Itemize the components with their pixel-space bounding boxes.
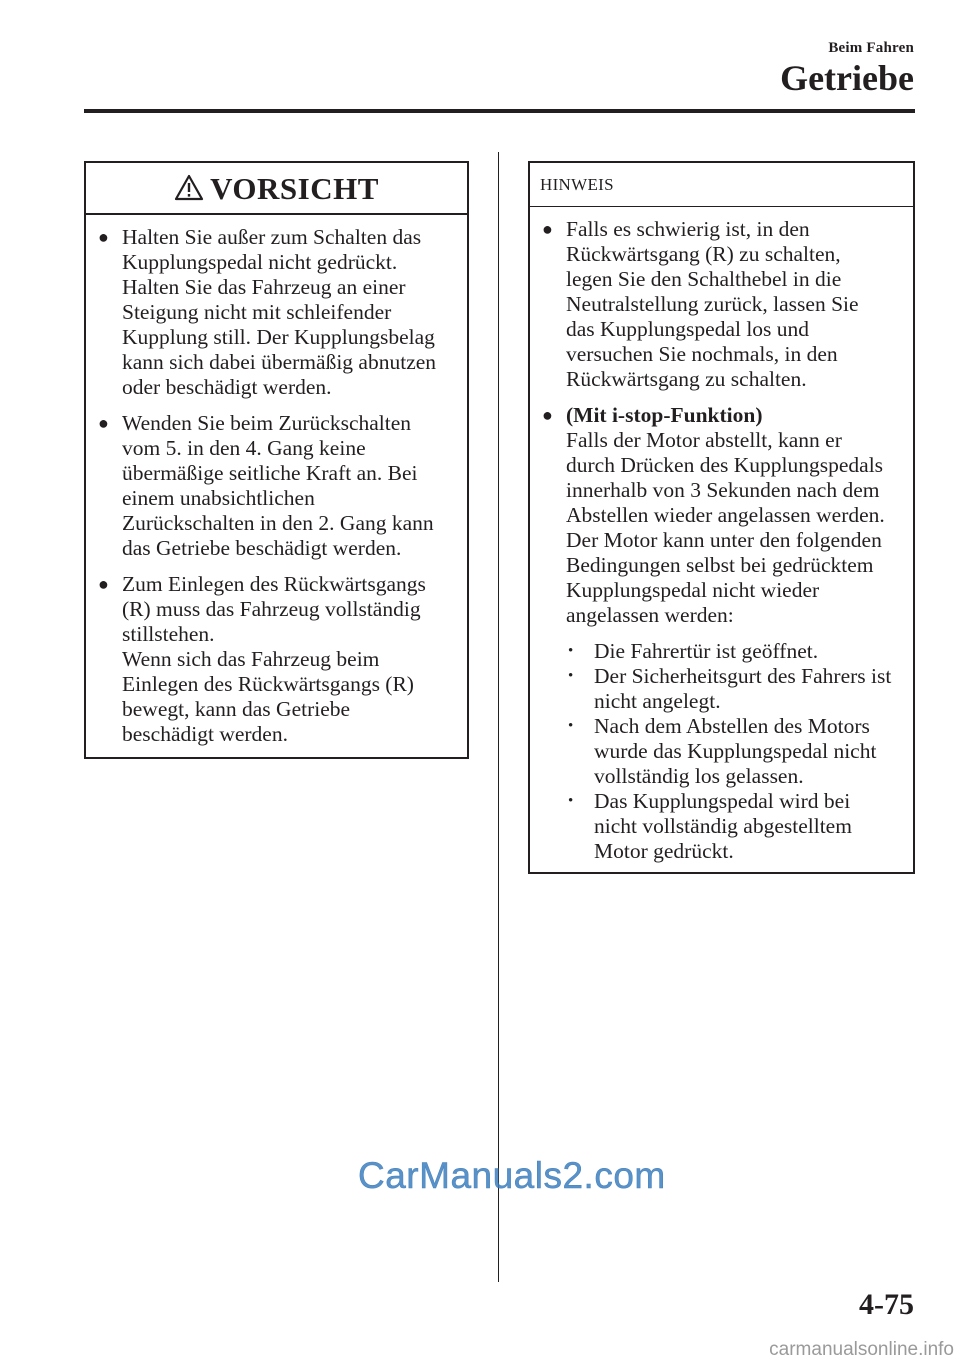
sub-bullet-icon: • xyxy=(568,643,574,659)
caution-list xyxy=(86,215,467,747)
header-divider xyxy=(84,109,915,113)
note-box xyxy=(528,161,915,874)
sub-list-item xyxy=(568,664,907,714)
list-item xyxy=(98,411,461,561)
caution-item-text: Wenden Sie beim Zurückschalten vom 5. in den 4. Gang keine übermäßige seitliche Kraft an. Bei einem unabsichtlichen Zurückschalten in den 2. Gang kann das Getriebe beschädigt werden. xyxy=(122,411,434,560)
sub-list-item xyxy=(568,714,907,789)
note-list xyxy=(530,207,913,864)
list-item xyxy=(98,572,461,747)
bullet-icon: ● xyxy=(542,219,553,239)
caution-title: VORSICHT xyxy=(210,170,379,206)
section-label: Beim Fahren xyxy=(828,40,914,56)
caution-item-text: Zum Einlegen des Rückwärtsgangs (R) muss das Fahrzeug vollständig stillstehen. Wenn sich das Fahrzeug beim Einlegen des Rückwärtsgangs (R) bewegt, kann das Getriebe beschädigt werden. xyxy=(122,572,426,746)
caution-item-text: Halten Sie außer zum Schalten das Kupplungspedal nicht gedrückt. Halten Sie das Fahrzeug an einer Steigung nicht mit schleifender Kupplung still. Der Kupplungsbelag kann sich dabei übermäßig abnutzen oder beschädigt werden. xyxy=(122,225,437,399)
sub-item-text: Die Fahrertür ist geöffnet. xyxy=(594,639,819,663)
note-item-heading: (Mit i-stop-Funktion) xyxy=(566,403,763,427)
note-item-text: Falls der Motor abstellt, kann er durch Drücken des Kupplungspedals innerhalb von 3 Sekunden nach dem Abstellen wieder angelassen werden. Der Motor kann unter den folgenden Bedingungen selbst bei gedrücktem Kupplungspedal nicht wieder angelassen werden: xyxy=(566,428,885,627)
bullet-icon: ● xyxy=(98,574,109,594)
page-number: 4-75 xyxy=(859,1288,914,1321)
page-title: Getriebe xyxy=(780,58,914,98)
sub-item-text: Das Kupplungspedal wird bei nicht vollständig abgestelltem Motor gedrückt. xyxy=(594,789,852,863)
warning-triangle-icon xyxy=(174,174,204,201)
note-item-text: Falls es schwierig ist, in den Rückwärtsgang (R) zu schalten, legen Sie den Schalthebel in die Neutralstellung zurück, lassen Sie das Kupplungspedal los und versuchen Sie nochmals, in den Rückwärtsgang zu schalten. xyxy=(566,217,859,391)
list-item xyxy=(542,217,907,392)
note-sublist xyxy=(566,639,907,864)
caution-header xyxy=(86,163,467,215)
watermark-link[interactable]: CarManuals2.com xyxy=(358,1155,666,1196)
sub-bullet-icon: • xyxy=(568,793,574,809)
sub-item-text: Der Sicherheitsgurt des Fahrers ist nicht angelegt. xyxy=(594,664,892,713)
note-title: HINWEIS xyxy=(540,175,614,194)
column-divider xyxy=(498,152,499,1282)
footer-site-link[interactable]: carmanualsonline.info xyxy=(769,1339,954,1360)
bullet-icon: ● xyxy=(542,405,553,425)
caution-box xyxy=(84,161,469,759)
sub-list-item xyxy=(568,639,907,664)
bullet-icon: ● xyxy=(98,227,109,247)
sub-bullet-icon: • xyxy=(568,668,574,684)
list-item xyxy=(98,225,461,400)
note-header xyxy=(530,163,913,207)
bullet-icon: ● xyxy=(98,413,109,433)
sub-item-text: Nach dem Abstellen des Motors wurde das Kupplungspedal nicht vollständig los gelassen. xyxy=(594,714,877,788)
sub-list-item xyxy=(568,789,907,864)
list-item xyxy=(542,403,907,864)
sub-bullet-icon: • xyxy=(568,718,574,734)
